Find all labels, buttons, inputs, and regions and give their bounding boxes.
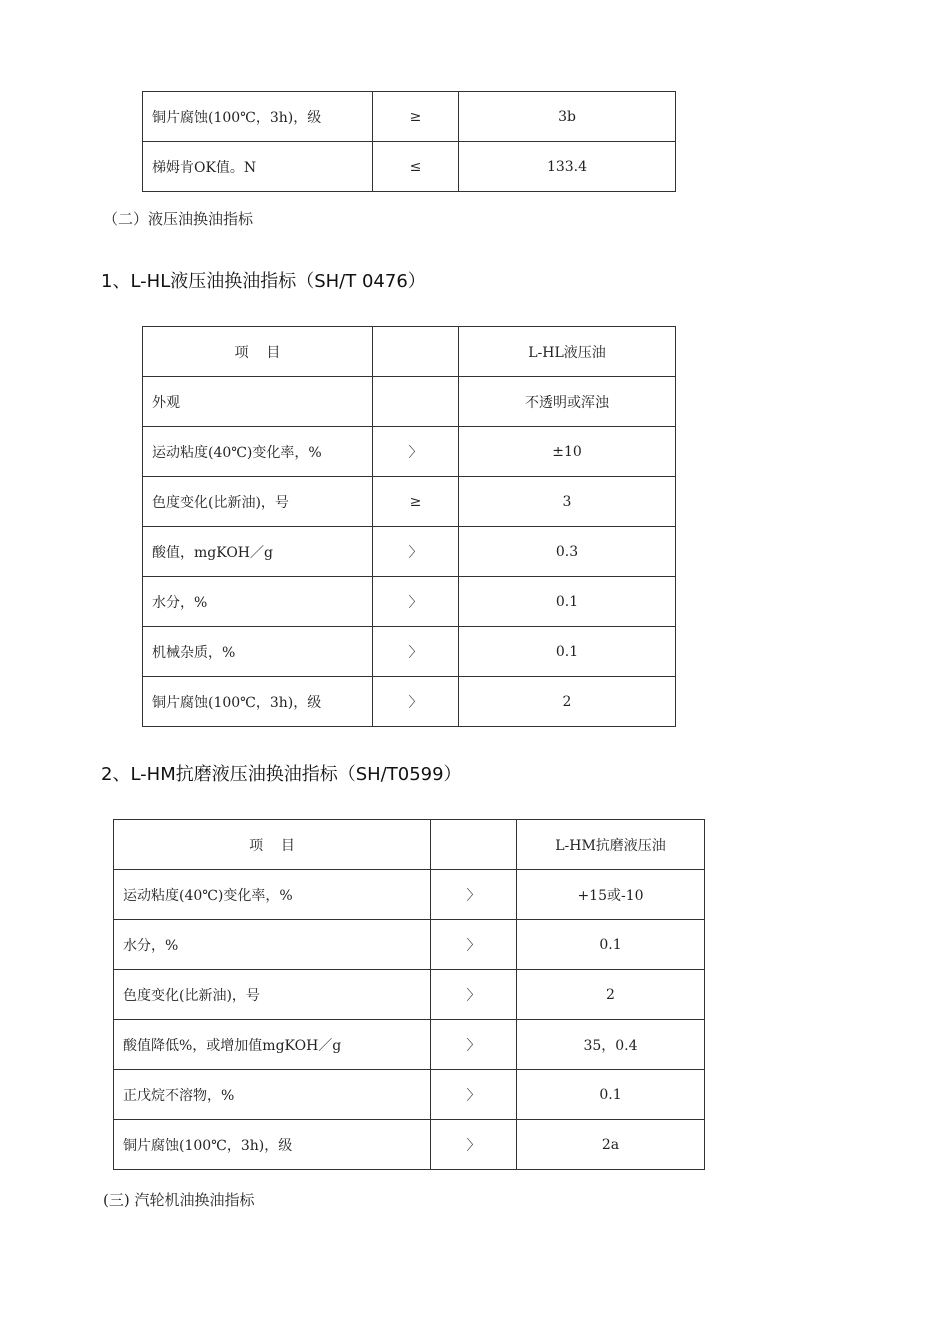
operator-cell: 〉 [373,527,459,577]
table-row [143,427,676,477]
table-row [143,677,676,727]
header-item-cell: 项 目 [143,327,373,377]
value-cell: 0.1 [517,920,705,970]
item-cell: 酸值，mgKOH／g [143,527,373,577]
header-operator-cell [373,327,459,377]
item-cell: 色度变化(比新油)，号 [114,970,431,1020]
table-row [143,627,676,677]
operator-cell: 〉 [373,627,459,677]
header-item-cell: 项 目 [114,820,431,870]
hl-heading: 1、L-HL液压油换油指标（SH/T 0476） [101,271,426,292]
operator-cell: 〉 [431,1020,517,1070]
table-row [114,870,705,920]
value-cell: ±10 [459,427,676,477]
value-cell: 3b [459,92,676,142]
table-header-row [114,820,705,870]
value-cell: 133.4 [459,142,676,192]
item-cell: 水分，% [114,920,431,970]
value-cell: 0.1 [459,577,676,627]
item-cell: 铜片腐蚀(100℃，3h)，级 [143,677,373,727]
item-cell: 酸值降低%，或增加值mgKOH／g [114,1020,431,1070]
table-row [143,377,676,427]
operator-cell: ≤ [373,142,459,192]
header-value-cell: L-HL液压油 [459,327,676,377]
table-row [143,142,676,192]
table-row [114,1020,705,1070]
value-cell: 2 [517,970,705,1020]
value-cell: 0.3 [459,527,676,577]
item-cell: 铜片腐蚀(100℃，3h)，级 [143,92,373,142]
operator-cell: 〉 [431,1070,517,1120]
hl-spec-table [142,326,676,727]
value-cell: 0.1 [517,1070,705,1120]
operator-cell: 〉 [373,677,459,727]
operator-cell: 〉 [431,870,517,920]
hm-heading: 2、L-HM抗磨液压油换油指标（SH/T0599） [101,764,462,785]
operator-cell: ≥ [373,92,459,142]
table-row [114,1120,705,1170]
hm-spec-table [113,819,705,1170]
value-cell: +15或-10 [517,870,705,920]
operator-cell: 〉 [431,920,517,970]
operator-cell [373,377,459,427]
section-title-turbine: (三) 汽轮机油换油指标 [103,1191,255,1209]
table-row [114,970,705,1020]
value-cell: 2a [517,1120,705,1170]
top-spec-table [142,91,676,192]
item-cell: 机械杂质，% [143,627,373,677]
header-operator-cell [431,820,517,870]
value-cell: 2 [459,677,676,727]
item-cell: 色度变化(比新油)，号 [143,477,373,527]
operator-cell: ≥ [373,477,459,527]
operator-cell: 〉 [373,577,459,627]
value-cell: 不透明或浑浊 [459,377,676,427]
table-row [143,577,676,627]
operator-cell: 〉 [431,1120,517,1170]
table-row [114,1070,705,1120]
value-cell: 3 [459,477,676,527]
item-cell: 梯姆肯OK值。N [143,142,373,192]
item-cell: 运动粘度(40℃)变化率，% [143,427,373,477]
item-cell: 水分，% [143,577,373,627]
section-title-hydraulic: （二）液压油换油指标 [103,210,254,228]
table-header-row [143,327,676,377]
table-row [143,92,676,142]
item-cell: 正戊烷不溶物，% [114,1070,431,1120]
item-cell: 铜片腐蚀(100℃，3h)，级 [114,1120,431,1170]
table-row [114,920,705,970]
table-row [143,477,676,527]
operator-cell: 〉 [373,427,459,477]
table-row [143,527,676,577]
item-cell: 运动粘度(40℃)变化率，% [114,870,431,920]
header-value-cell: L-HM抗磨液压油 [517,820,705,870]
value-cell: 35，0.4 [517,1020,705,1070]
item-cell: 外观 [143,377,373,427]
operator-cell: 〉 [431,970,517,1020]
value-cell: 0.1 [459,627,676,677]
